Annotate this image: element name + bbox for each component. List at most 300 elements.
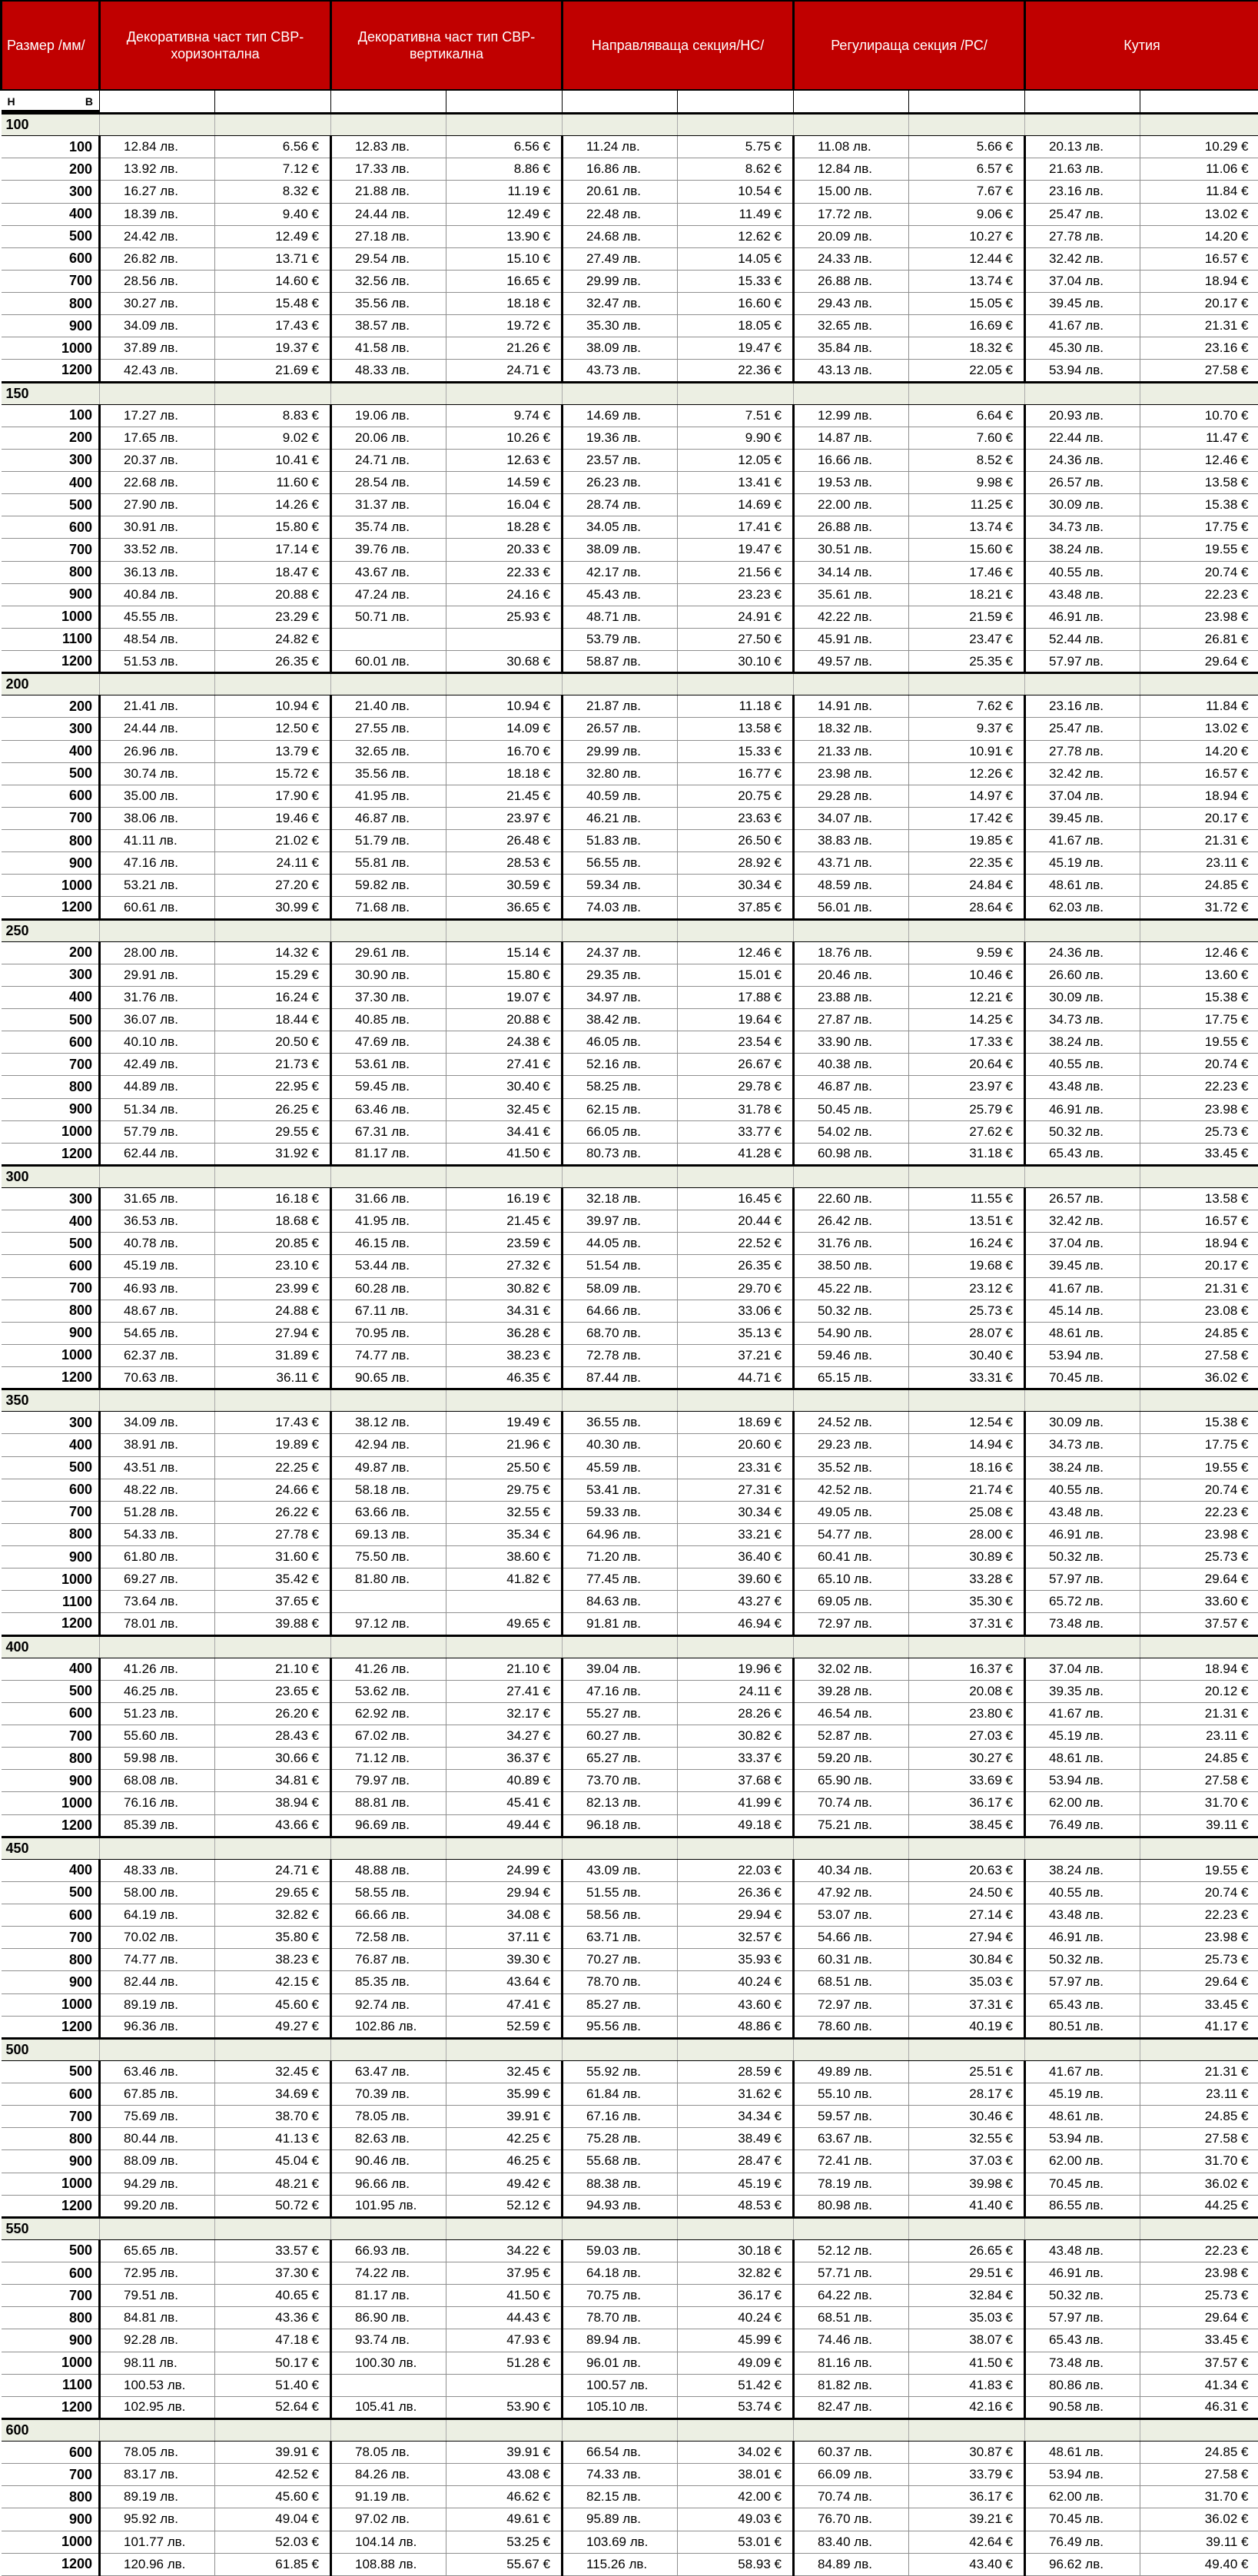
price-eur-cell: 24.85 € — [1140, 2442, 1258, 2464]
price-eur-cell: 48.86 € — [678, 2016, 794, 2038]
price-bgn-cell: 65.43 лв. — [1025, 1993, 1140, 2016]
price-bgn-cell: 70.63 лв. — [100, 1367, 215, 1389]
price-eur-cell: 24.82 € — [215, 628, 331, 650]
price-bgn-cell: 79.97 лв. — [331, 1770, 446, 1792]
price-bgn-cell: 78.60 лв. — [794, 2016, 909, 2038]
price-eur-cell: 53.90 € — [446, 2396, 563, 2418]
table-row — [2, 1412, 1258, 1434]
price-bgn-cell: 33.90 лв. — [794, 1031, 909, 1054]
price-eur-cell: 8.32 € — [215, 181, 331, 203]
price-eur-cell: 36.17 € — [909, 2486, 1025, 2508]
price-eur-cell: 22.35 € — [909, 852, 1025, 875]
group-header-cell — [909, 2418, 1025, 2441]
group-header-cell — [1140, 1165, 1258, 1187]
price-bgn-cell: 27.49 лв. — [563, 247, 678, 270]
price-eur-cell: 10.94 € — [215, 695, 331, 718]
price-bgn-cell: 59.57 лв. — [794, 2106, 909, 2128]
price-bgn-cell: 57.97 лв. — [1025, 2307, 1140, 2329]
price-eur-cell: 29.51 € — [909, 2262, 1025, 2285]
price-bgn-cell: 45.59 лв. — [563, 1456, 678, 1479]
price-eur-cell: 25.51 € — [909, 2060, 1025, 2083]
width-cell: 1200 — [2, 2396, 100, 2418]
price-bgn-cell: 76.49 лв. — [1025, 1814, 1140, 1837]
width-cell: 700 — [2, 1725, 100, 1748]
price-eur-cell: 49.27 € — [215, 2016, 331, 2038]
price-eur-cell: 22.23 € — [1140, 1501, 1258, 1523]
price-bgn-cell: 20.93 лв. — [1025, 404, 1140, 427]
price-eur-cell: 14.26 € — [215, 494, 331, 516]
width-cell: 1200 — [2, 2016, 100, 2038]
price-bgn-cell: 45.14 лв. — [1025, 1300, 1140, 1322]
price-eur-cell: 23.98 € — [1140, 1523, 1258, 1545]
price-eur-cell: 14.20 € — [1140, 225, 1258, 247]
width-cell: 700 — [2, 2106, 100, 2128]
price-eur-cell: 15.60 € — [909, 539, 1025, 561]
price-bgn-cell: 53.94 лв. — [1025, 1344, 1140, 1366]
width-cell: 200 — [2, 941, 100, 964]
price-bgn-cell: 66.66 лв. — [331, 1904, 446, 1927]
price-eur-cell: 26.50 € — [678, 830, 794, 852]
price-bgn-cell: 89.94 лв. — [563, 2329, 678, 2352]
price-eur-cell: 15.10 € — [446, 247, 563, 270]
price-bgn-cell: 57.97 лв. — [1025, 1569, 1140, 1591]
price-eur-cell: 38.45 € — [909, 1814, 1025, 1837]
price-eur-cell: 30.66 € — [215, 1748, 331, 1770]
group-header-cell — [563, 1837, 678, 1859]
price-eur-cell: 16.19 € — [446, 1188, 563, 1210]
price-bgn-cell: 41.67 лв. — [1025, 1702, 1140, 1725]
price-eur-cell: 58.93 € — [678, 2553, 794, 2575]
price-eur-cell: 18.16 € — [909, 1456, 1025, 1479]
price-eur-cell: 21.02 € — [215, 830, 331, 852]
price-eur-cell: 15.33 € — [678, 270, 794, 292]
group-header-cell — [563, 2217, 678, 2239]
price-eur-cell: 14.97 € — [909, 785, 1025, 807]
price-bgn-cell: 59.20 лв. — [794, 1748, 909, 1770]
price-bgn-cell: 97.12 лв. — [331, 1613, 446, 1635]
price-eur-cell: 37.03 € — [909, 2150, 1025, 2173]
price-eur-cell: 21.56 € — [678, 561, 794, 583]
price-eur-cell: 16.18 € — [215, 1188, 331, 1210]
price-eur-cell: 17.75 € — [1140, 516, 1258, 539]
price-eur-cell: 17.43 € — [215, 315, 331, 337]
price-bgn-cell: 65.10 лв. — [794, 1569, 909, 1591]
price-eur-cell: 32.17 € — [446, 1702, 563, 1725]
price-bgn-cell: 51.54 лв. — [563, 1255, 678, 1277]
price-bgn-cell: 34.09 лв. — [100, 1412, 215, 1434]
price-bgn-cell: 45.30 лв. — [1025, 337, 1140, 360]
price-eur-cell: 40.19 € — [909, 2016, 1025, 2038]
table-row — [2, 225, 1258, 247]
group-header-cell — [215, 1635, 331, 1658]
price-bgn-cell: 50.32 лв. — [794, 1300, 909, 1322]
price-eur-cell: 14.05 € — [678, 247, 794, 270]
price-eur-cell: 28.64 € — [909, 897, 1025, 919]
price-bgn-cell: 46.91 лв. — [1025, 1523, 1140, 1545]
price-bgn-cell: 19.53 лв. — [794, 472, 909, 494]
price-bgn-cell: 80.98 лв. — [794, 2195, 909, 2217]
price-eur-cell: 21.31 € — [1140, 1702, 1258, 1725]
price-bgn-cell: 21.63 лв. — [1025, 158, 1140, 181]
price-eur-cell: 28.17 € — [909, 2083, 1025, 2106]
price-eur-cell: 13.58 € — [1140, 472, 1258, 494]
price-eur-cell: 48.21 € — [215, 2173, 331, 2195]
table-row — [2, 1098, 1258, 1120]
price-eur-cell: 31.70 € — [1140, 1792, 1258, 1814]
price-eur-cell: 39.91 € — [215, 2442, 331, 2464]
price-bgn-cell: 25.47 лв. — [1025, 718, 1140, 740]
price-bgn-cell: 65.65 лв. — [100, 2239, 215, 2262]
width-cell: 500 — [2, 1881, 100, 1904]
width-cell: 1200 — [2, 1143, 100, 1165]
price-eur-cell: 35.93 € — [678, 1949, 794, 1971]
price-bgn-cell: 61.84 лв. — [563, 2083, 678, 2106]
table-row — [2, 2442, 1258, 2464]
price-bgn-cell: 17.72 лв. — [794, 203, 909, 225]
price-bgn-cell: 51.79 лв. — [331, 830, 446, 852]
price-eur-cell: 53.25 € — [446, 2531, 563, 2553]
price-eur-cell: 33.37 € — [678, 1748, 794, 1770]
price-eur-cell: 24.66 € — [215, 1479, 331, 1501]
width-cell: 300 — [2, 964, 100, 986]
table-row — [2, 2553, 1258, 2575]
price-bgn-cell: 45.19 лв. — [1025, 852, 1140, 875]
price-eur-cell: 61.85 € — [215, 2553, 331, 2575]
price-eur-cell: 16.60 € — [678, 293, 794, 315]
price-eur-cell: 22.36 € — [678, 360, 794, 382]
price-bgn-cell: 78.19 лв. — [794, 2173, 909, 2195]
price-bgn-cell: 59.03 лв. — [563, 2239, 678, 2262]
price-eur-cell: 30.40 € — [446, 1076, 563, 1098]
price-bgn-cell: 20.61 лв. — [563, 181, 678, 203]
width-cell: 800 — [2, 561, 100, 583]
width-cell: 700 — [2, 270, 100, 292]
price-bgn-cell: 37.30 лв. — [331, 986, 446, 1008]
header-size: Размер /мм/ — [2, 1, 100, 90]
price-eur-cell: 9.40 € — [215, 203, 331, 225]
price-bgn-cell: 53.07 лв. — [794, 1904, 909, 1927]
price-bgn-cell: 45.91 лв. — [794, 628, 909, 650]
table-row — [2, 986, 1258, 1008]
group-header-cell — [909, 114, 1025, 136]
price-bgn-cell: 62.00 лв. — [1025, 1792, 1140, 1814]
price-bgn-cell: 73.48 лв. — [1025, 1613, 1140, 1635]
table-row — [2, 2083, 1258, 2106]
price-eur-cell: 27.03 € — [909, 1725, 1025, 1748]
group-header-cell — [446, 2418, 563, 2441]
group-header-cell — [1140, 1389, 1258, 1412]
width-cell: 300 — [2, 1412, 100, 1434]
table-row — [2, 1904, 1258, 1927]
group-header-cell — [678, 1165, 794, 1187]
table-row — [2, 1814, 1258, 1837]
price-eur-cell: 35.42 € — [215, 1569, 331, 1591]
price-eur-cell: 13.60 € — [1140, 964, 1258, 986]
price-eur-cell: 23.10 € — [215, 1255, 331, 1277]
price-eur-cell: 17.14 € — [215, 539, 331, 561]
price-eur-cell: 16.57 € — [1140, 1210, 1258, 1233]
price-eur-cell: 12.46 € — [1140, 941, 1258, 964]
width-cell: 900 — [2, 1971, 100, 1993]
price-eur-cell: 41.83 € — [909, 2374, 1025, 2396]
price-eur-cell: 21.31 € — [1140, 830, 1258, 852]
price-eur-cell: 14.60 € — [215, 270, 331, 292]
price-bgn-cell: 115.26 лв. — [563, 2553, 678, 2575]
price-bgn-cell: 27.78 лв. — [1025, 225, 1140, 247]
price-bgn-cell: 72.97 лв. — [794, 1993, 909, 2016]
price-eur-cell: 33.79 € — [909, 2464, 1025, 2486]
width-cell: 1200 — [2, 1814, 100, 1837]
table-row — [2, 2486, 1258, 2508]
price-eur-cell: 15.72 € — [215, 762, 331, 785]
table-row — [2, 875, 1258, 897]
price-eur-cell: 41.50 € — [446, 1143, 563, 1165]
price-bgn-cell: 76.70 лв. — [794, 2508, 909, 2531]
price-bgn-cell: 91.81 лв. — [563, 1613, 678, 1635]
price-eur-cell: 23.23 € — [678, 583, 794, 606]
price-eur-cell: 37.31 € — [909, 1993, 1025, 2016]
price-eur-cell: 18.21 € — [909, 583, 1025, 606]
price-bgn-cell: 35.74 лв. — [331, 516, 446, 539]
width-cell: 1000 — [2, 875, 100, 897]
price-bgn-cell: 63.71 лв. — [563, 1927, 678, 1949]
price-bgn-cell: 46.05 лв. — [563, 1031, 678, 1054]
price-eur-cell: 23.12 € — [909, 1277, 1025, 1300]
price-eur-cell: 31.70 € — [1140, 2150, 1258, 2173]
price-bgn-cell: 45.55 лв. — [100, 606, 215, 628]
width-cell: 400 — [2, 203, 100, 225]
price-eur-cell: 42.15 € — [215, 1971, 331, 1993]
price-bgn-cell: 46.87 лв. — [794, 1076, 909, 1098]
group-header-cell — [1140, 1837, 1258, 1859]
table-row — [2, 1702, 1258, 1725]
price-eur-cell: 33.69 € — [909, 1770, 1025, 1792]
price-bgn-cell: 39.45 лв. — [1025, 807, 1140, 829]
price-eur-cell: 30.87 € — [909, 2442, 1025, 2464]
price-eur-cell: 46.25 € — [446, 2150, 563, 2173]
table-row — [2, 1680, 1258, 1702]
price-bgn-cell: 40.10 лв. — [100, 1031, 215, 1054]
width-cell: 900 — [2, 852, 100, 875]
price-eur-cell: 29.64 € — [1140, 651, 1258, 673]
price-bgn-cell: 24.37 лв. — [563, 941, 678, 964]
price-bgn-cell: 40.30 лв. — [563, 1434, 678, 1456]
price-bgn-cell: 78.05 лв. — [331, 2106, 446, 2128]
price-eur-cell: 17.43 € — [215, 1412, 331, 1434]
price-bgn-cell: 27.87 лв. — [794, 1009, 909, 1031]
price-bgn-cell: 74.77 лв. — [331, 1344, 446, 1366]
price-eur-cell: 39.98 € — [909, 2173, 1025, 2195]
price-bgn-cell: 13.92 лв. — [100, 158, 215, 181]
price-eur-cell: 25.73 € — [1140, 1546, 1258, 1569]
price-eur-cell: 39.21 € — [909, 2508, 1025, 2531]
price-eur-cell: 37.68 € — [678, 1770, 794, 1792]
price-bgn-cell: 58.00 лв. — [100, 1881, 215, 1904]
price-eur-cell: 15.05 € — [909, 293, 1025, 315]
price-bgn-cell: 58.55 лв. — [331, 1881, 446, 1904]
price-bgn-cell: 12.84 лв. — [794, 158, 909, 181]
group-header-cell — [215, 1165, 331, 1187]
width-cell: 800 — [2, 2486, 100, 2508]
width-cell: 1000 — [2, 1993, 100, 2016]
price-eur-cell: 9.74 € — [446, 404, 563, 427]
group-height-label: 500 — [2, 2038, 100, 2060]
group-header-cell — [331, 2217, 446, 2239]
price-eur-cell: 24.85 € — [1140, 1322, 1258, 1344]
price-eur-cell: 47.93 € — [446, 2329, 563, 2352]
price-bgn-cell: 65.72 лв. — [1025, 1591, 1140, 1613]
price-eur-cell: 16.45 € — [678, 1188, 794, 1210]
price-bgn-cell — [331, 628, 446, 650]
price-bgn-cell: 22.00 лв. — [794, 494, 909, 516]
price-bgn-cell: 73.64 лв. — [100, 1591, 215, 1613]
price-eur-cell: 20.08 € — [909, 1680, 1025, 1702]
price-bgn-cell: 59.33 лв. — [563, 1501, 678, 1523]
dimension-labels-row — [2, 90, 1258, 114]
price-bgn-cell: 55.81 лв. — [331, 852, 446, 875]
price-bgn-cell: 48.61 лв. — [1025, 875, 1140, 897]
group-header-cell — [563, 919, 678, 941]
price-eur-cell: 19.85 € — [909, 830, 1025, 852]
price-eur-cell: 17.41 € — [678, 516, 794, 539]
price-bgn-cell: 39.45 лв. — [1025, 293, 1140, 315]
price-bgn-cell: 30.74 лв. — [100, 762, 215, 785]
width-cell: 1000 — [2, 1792, 100, 1814]
price-eur-cell: 37.11 € — [446, 1927, 563, 1949]
price-eur-cell: 35.99 € — [446, 2083, 563, 2106]
group-header-cell — [1140, 673, 1258, 695]
price-eur-cell: 13.58 € — [678, 718, 794, 740]
price-eur-cell: 49.44 € — [446, 1814, 563, 1837]
price-eur-cell: 22.25 € — [215, 1456, 331, 1479]
price-bgn-cell: 75.21 лв. — [794, 1814, 909, 1837]
price-bgn-cell: 34.14 лв. — [794, 561, 909, 583]
table-row — [2, 1523, 1258, 1545]
price-bgn-cell: 55.10 лв. — [794, 2083, 909, 2106]
price-eur-cell: 11.84 € — [1140, 181, 1258, 203]
price-eur-cell: 38.07 € — [909, 2329, 1025, 2352]
group-header-cell — [563, 1389, 678, 1412]
price-eur-cell: 24.16 € — [446, 583, 563, 606]
price-bgn-cell: 71.12 лв. — [331, 1748, 446, 1770]
price-bgn-cell: 46.91 лв. — [1025, 2262, 1140, 2285]
table-row — [2, 561, 1258, 583]
price-eur-cell: 15.48 € — [215, 293, 331, 315]
width-cell: 800 — [2, 1076, 100, 1098]
price-bgn-cell: 59.45 лв. — [331, 1076, 446, 1098]
price-eur-cell: 20.17 € — [1140, 293, 1258, 315]
group-header-cell — [1025, 1837, 1140, 1859]
price-eur-cell: 26.25 € — [215, 1098, 331, 1120]
price-eur-cell: 12.49 € — [215, 225, 331, 247]
price-eur-cell: 22.23 € — [1140, 583, 1258, 606]
price-bgn-cell: 82.47 лв. — [794, 2396, 909, 2418]
price-eur-cell: 32.57 € — [678, 1927, 794, 1949]
price-eur-cell: 45.41 € — [446, 1792, 563, 1814]
table-row — [2, 158, 1258, 181]
price-bgn-cell: 49.87 лв. — [331, 1456, 446, 1479]
group-header-cell — [1025, 2038, 1140, 2060]
price-eur-cell: 41.40 € — [909, 2195, 1025, 2217]
width-cell: 700 — [2, 1277, 100, 1300]
group-header-cell — [1025, 2217, 1140, 2239]
price-eur-cell: 18.47 € — [215, 561, 331, 583]
group-height-label: 100 — [2, 114, 100, 136]
price-eur-cell: 29.70 € — [678, 1277, 794, 1300]
price-bgn-cell: 52.12 лв. — [794, 2239, 909, 2262]
group-header-cell — [678, 2217, 794, 2239]
price-eur-cell: 33.60 € — [1140, 1591, 1258, 1613]
price-bgn-cell: 45.19 лв. — [100, 1255, 215, 1277]
price-eur-cell: 11.55 € — [909, 1188, 1025, 1210]
table-row — [2, 2239, 1258, 2262]
price-bgn-cell: 68.70 лв. — [563, 1322, 678, 1344]
price-bgn-cell: 24.44 лв. — [100, 718, 215, 740]
price-bgn-cell: 93.74 лв. — [331, 2329, 446, 2352]
width-cell: 500 — [2, 2060, 100, 2083]
price-bgn-cell: 53.94 лв. — [1025, 360, 1140, 382]
price-eur-cell: 40.24 € — [678, 1971, 794, 1993]
group-header-cell — [563, 382, 678, 404]
group-header-cell — [1025, 1389, 1140, 1412]
price-bgn-cell: 24.68 лв. — [563, 225, 678, 247]
price-eur-cell: 19.55 € — [1140, 1031, 1258, 1054]
price-bgn-cell: 97.02 лв. — [331, 2508, 446, 2531]
price-eur-cell: 53.74 € — [678, 2396, 794, 2418]
table-row — [2, 762, 1258, 785]
group-header-cell — [331, 1837, 446, 1859]
price-bgn-cell: 63.66 лв. — [331, 1501, 446, 1523]
price-eur-cell: 31.70 € — [1140, 2486, 1258, 2508]
table-row — [2, 449, 1258, 471]
price-bgn-cell: 86.55 лв. — [1025, 2195, 1140, 2217]
price-bgn-cell: 27.78 лв. — [1025, 740, 1140, 762]
price-bgn-cell: 67.02 лв. — [331, 1725, 446, 1748]
group-header-cell — [215, 382, 331, 404]
price-eur-cell: 11.25 € — [909, 494, 1025, 516]
price-bgn-cell: 53.79 лв. — [563, 628, 678, 650]
price-eur-cell: 44.43 € — [446, 2307, 563, 2329]
price-bgn-cell: 54.90 лв. — [794, 1322, 909, 1344]
price-bgn-cell: 43.73 лв. — [563, 360, 678, 382]
group-header-cell — [909, 1165, 1025, 1187]
price-eur-cell: 29.64 € — [1140, 1569, 1258, 1591]
price-bgn-cell: 29.23 лв. — [794, 1434, 909, 1456]
price-bgn-cell: 49.89 лв. — [794, 2060, 909, 2083]
table-row — [2, 695, 1258, 718]
price-bgn-cell: 35.61 лв. — [794, 583, 909, 606]
price-bgn-cell: 27.18 лв. — [331, 225, 446, 247]
width-cell: 500 — [2, 494, 100, 516]
price-eur-cell: 19.46 € — [215, 807, 331, 829]
price-bgn-cell: 58.56 лв. — [563, 1904, 678, 1927]
price-eur-cell: 17.88 € — [678, 986, 794, 1008]
price-bgn-cell: 41.26 лв. — [331, 1658, 446, 1680]
price-bgn-cell: 69.05 лв. — [794, 1591, 909, 1613]
price-bgn-cell: 24.36 лв. — [1025, 941, 1140, 964]
width-cell: 1000 — [2, 606, 100, 628]
group-header-row — [2, 2418, 1258, 2441]
price-eur-cell: 19.07 € — [446, 986, 563, 1008]
group-header-cell — [678, 1389, 794, 1412]
width-cell: 900 — [2, 1322, 100, 1344]
price-bgn-cell: 84.26 лв. — [331, 2464, 446, 2486]
price-bgn-cell: 74.46 лв. — [794, 2329, 909, 2352]
width-cell: 1000 — [2, 2173, 100, 2195]
table-row — [2, 606, 1258, 628]
price-bgn-cell: 32.18 лв. — [563, 1188, 678, 1210]
group-header-row — [2, 1635, 1258, 1658]
